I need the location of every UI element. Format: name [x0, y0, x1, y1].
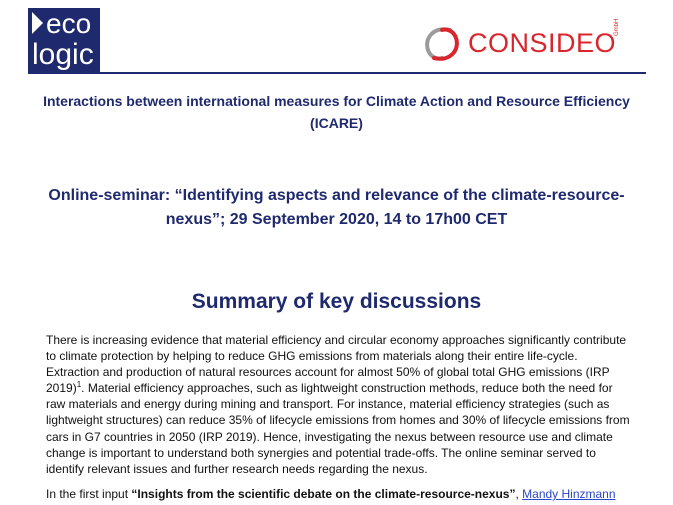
ecologic-logo — [28, 8, 100, 72]
first-input-text-a: In the first input — [46, 487, 132, 501]
page-header — [0, 0, 673, 80]
ecologic-triangle-icon — [32, 12, 43, 34]
intro-text-a: There is increasing evidence that material efficiency and circular economy approaches significantly contribute to climate protection by helping to reduce GHG emissions from materials along their entire life-cycle. Extraction and production of natural resources account for almost 50% of global total GHG emissions (IRP 2019) — [46, 333, 627, 396]
ecologic-logo-top: eco — [46, 8, 92, 39]
speaker-link[interactable]: Mandy Hinzmann — [522, 487, 616, 501]
project-title: Interactions between international measures for Climate Action and Resource Efficiency (ICARE) — [43, 93, 630, 131]
first-input-text-b: , — [515, 487, 523, 501]
first-input-paragraph — [46, 486, 630, 502]
considero-wordmark: CONSIDEO — [468, 28, 617, 58]
seminar-title: Online-seminar: “Identifying aspects and relevance of the climate-resource-nexus”; 29 September 2020, 14 to 17h00 CET — [48, 187, 625, 228]
considero-gmbh: GmbH — [614, 18, 620, 36]
header-divider — [28, 72, 646, 74]
considero-swirl-icon — [420, 24, 464, 64]
first-input-title: “Insights from the scientific debate on the climate-resource-nexus” — [131, 487, 516, 501]
summary-heading: Summary of key discussions — [191, 290, 482, 313]
intro-paragraph — [46, 332, 630, 477]
ecologic-logo-bottom: logic — [32, 38, 94, 71]
considero-logo — [420, 18, 630, 64]
footnote-ref: 1 — [76, 380, 82, 390]
intro-text-b: . Material efficiency approaches, such as lightweight construction methods, reduce both the need for raw materials and energy during mining and transport. For instance, material efficiency strategies (such as lightweight structures) can reduce 35% of lifecycle emissions from homes and 30% of lifecycle emissions from cars in G7 countries in 2050 (IRP 2019). Hence, investigating the nexus between resource use and climate change is important to understand both synergies and potential trade-offs. The online seminar served to identify relevant issues and further research needs regarding the nexus. — [46, 381, 630, 476]
